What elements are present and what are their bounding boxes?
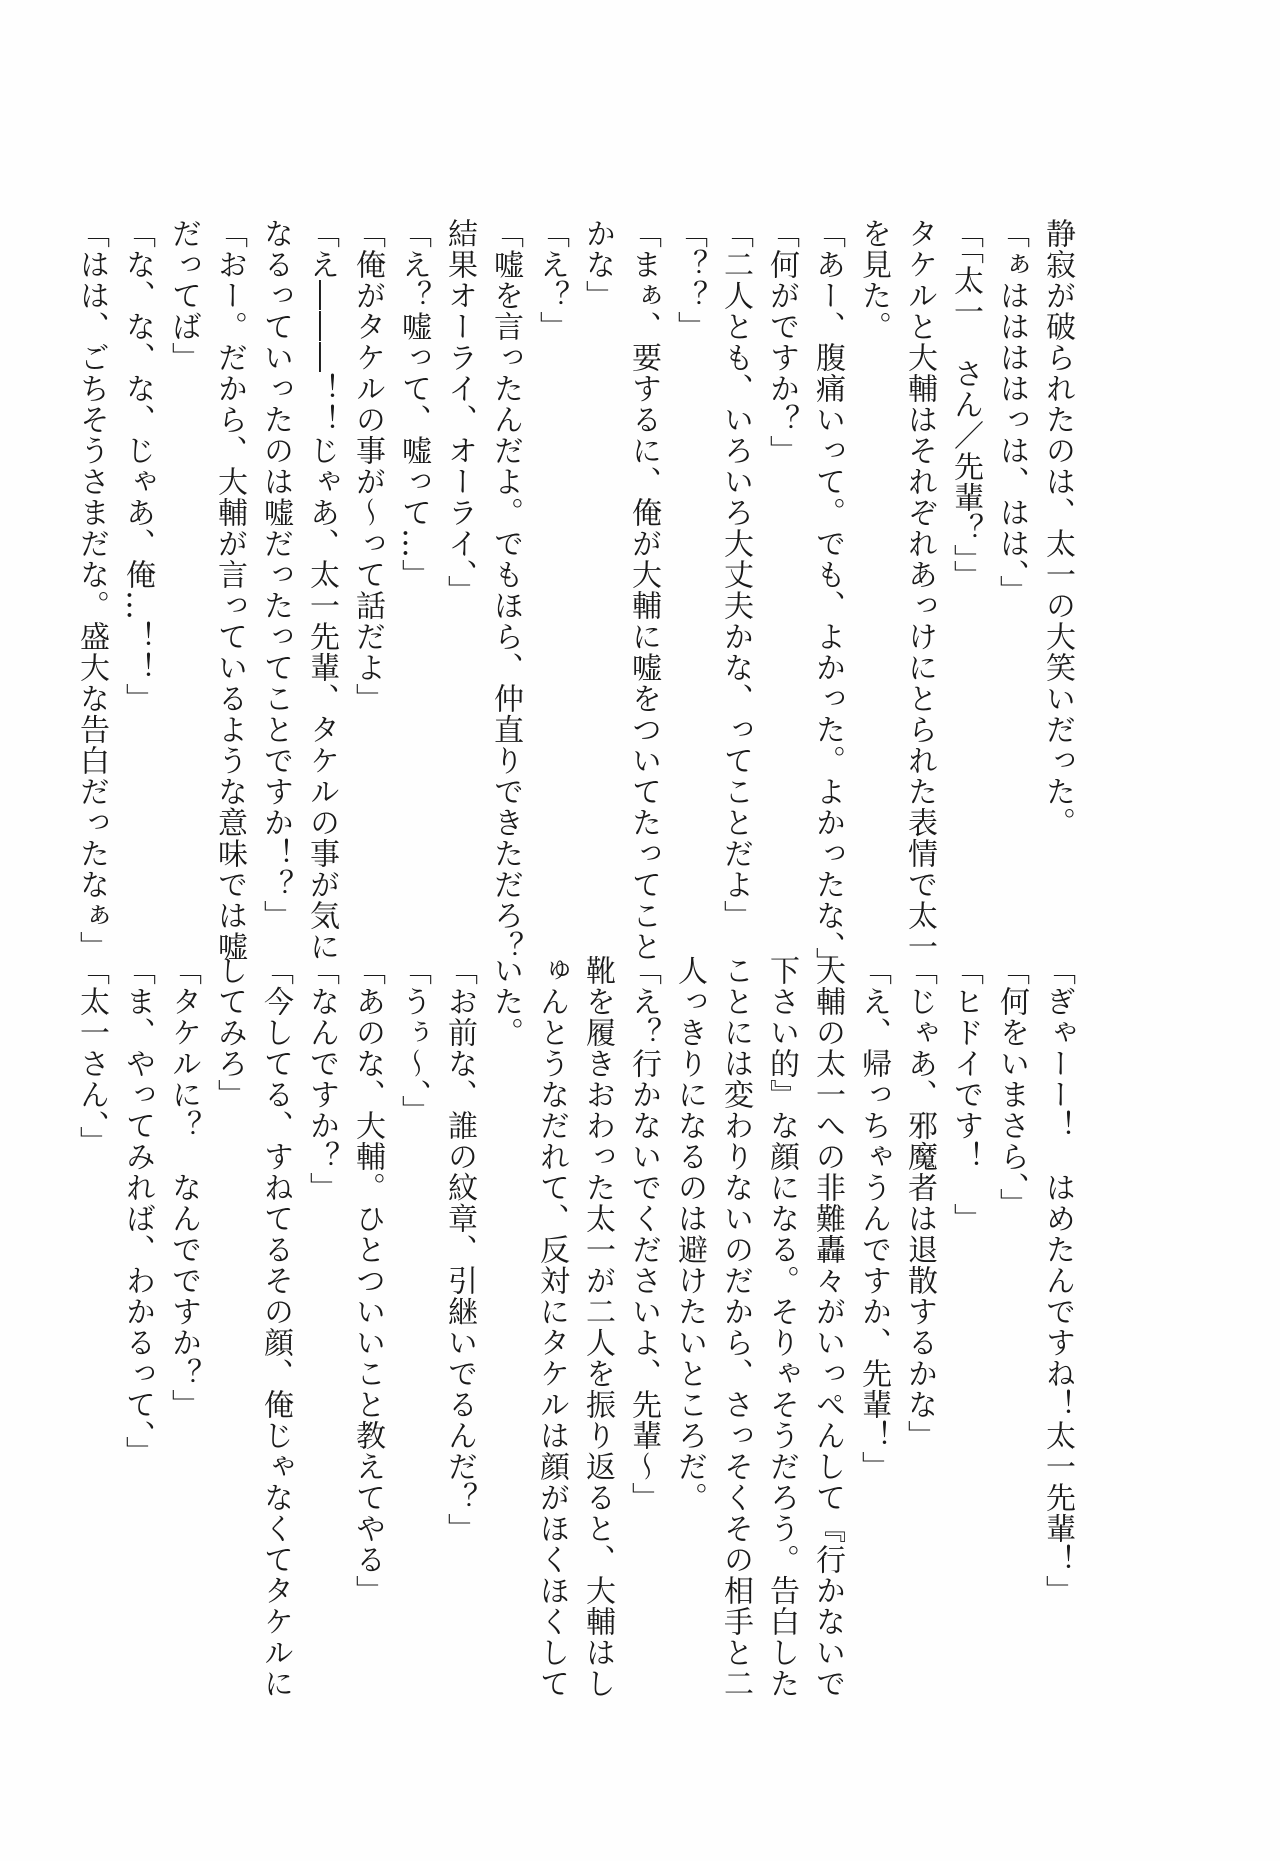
text-line: かな」 — [580, 218, 615, 311]
text-line: 静寂が破られたのは、太一の大笑いだった。 — [1040, 218, 1075, 838]
text-line: 「太一さん、」 — [74, 955, 109, 1157]
text-line: 「まぁ、要するに、俺が大輔に嘘をついてたってこと — [626, 218, 661, 962]
text-line: 「タケルに？ なんでですか？」 — [166, 955, 201, 1420]
text-line: ことには変わりないのだから、さっそくその相手と二 — [718, 955, 753, 1699]
text-line: 「嘘を言ったんだよ。でもほら、仲直りできただろ？ — [488, 218, 523, 962]
text-line: いた。 — [488, 955, 523, 1048]
text-line: 「二人とも、いろいろ大丈夫かな、ってことだよ」 — [718, 218, 753, 931]
text-line: だってば」 — [166, 218, 201, 373]
text-line: 「？？」 — [672, 218, 707, 342]
text-line: 「ヒドイです！ 」 — [948, 955, 983, 1234]
text-line: 「え？行かないでくださいよ、先輩〜」 — [626, 955, 661, 1513]
text-line: 結果オーライ、オーライ、」 — [442, 218, 477, 606]
upper-text-block — [68, 218, 1080, 978]
text-line: 「はは、ごちそうさまだな。盛大な告白だったなぁ」 — [74, 218, 109, 962]
text-line: 「おー。だから、大輔が言っているような意味では嘘 — [212, 218, 247, 962]
text-line: タケルと大輔はそれぞれあっけにとられた表情で太一 — [902, 218, 937, 962]
text-line: を見た。 — [856, 218, 891, 342]
text-line: 「うぅ〜、」 — [396, 955, 431, 1126]
text-line: 「なんですか？」 — [304, 955, 339, 1203]
text-line: 下さい的』な顔になる。そりゃそうだろう。告白した — [764, 955, 799, 1699]
text-line: 「え、帰っちゃうんですか、先輩！」 — [856, 955, 891, 1482]
text-line: してみろ」 — [212, 955, 247, 1110]
text-line: 「「太一 さん／先輩？」」 — [948, 218, 983, 591]
text-line: 「じゃあ、邪魔者は退散するかな」 — [902, 955, 937, 1451]
text-line: 「あのな、大輔。ひとついいこと教えてやる」 — [350, 955, 385, 1606]
text-line: 「な、な、な、じゃあ、俺…！！」 — [120, 218, 155, 714]
text-line: 「今してる、すねてるその顔、俺じゃなくてタケルに — [258, 955, 293, 1699]
text-line: なるっていったのは嘘だったってことですか！？」 — [258, 218, 293, 931]
text-line: 「え―――！！じゃあ、太一先輩、タケルの事が気に — [304, 218, 339, 962]
text-line: 「ぎゃーー！ はめたんですね！太一先輩！」 — [1040, 955, 1075, 1606]
text-line: 「ま、やってみれば、わかるって、」 — [120, 955, 155, 1467]
text-line: 「あー、腹痛いって。でも、よかった。よかったな、」 — [810, 218, 845, 978]
text-line: ゅんとうなだれて、反対にタケルは顔がほくほくして — [534, 955, 569, 1699]
text-line: 人っきりになるのは避けたいところだ。 — [672, 955, 707, 1513]
text-line: 「何がですか？」 — [764, 218, 799, 466]
text-line: 「何をいまさら、」 — [994, 955, 1029, 1219]
text-line: 靴を履きおわった太一が二人を振り返ると、大輔はし — [580, 955, 615, 1699]
lower-text-block — [68, 955, 1080, 1699]
text-line: 「え？」 — [534, 218, 569, 342]
text-line: 「え？嘘って、嘘って…」 — [396, 218, 431, 590]
text-line: 「お前な、誰の紋章、引継いでるんだ？」 — [442, 955, 477, 1544]
text-line: 「俺がタケルの事が〜って話だよ」 — [350, 218, 385, 714]
text-line: 大輔の太一への非難轟々がいっぺんして『行かないで — [810, 955, 845, 1699]
text-line: 「ぁははははっは、はは、」 — [994, 218, 1029, 606]
